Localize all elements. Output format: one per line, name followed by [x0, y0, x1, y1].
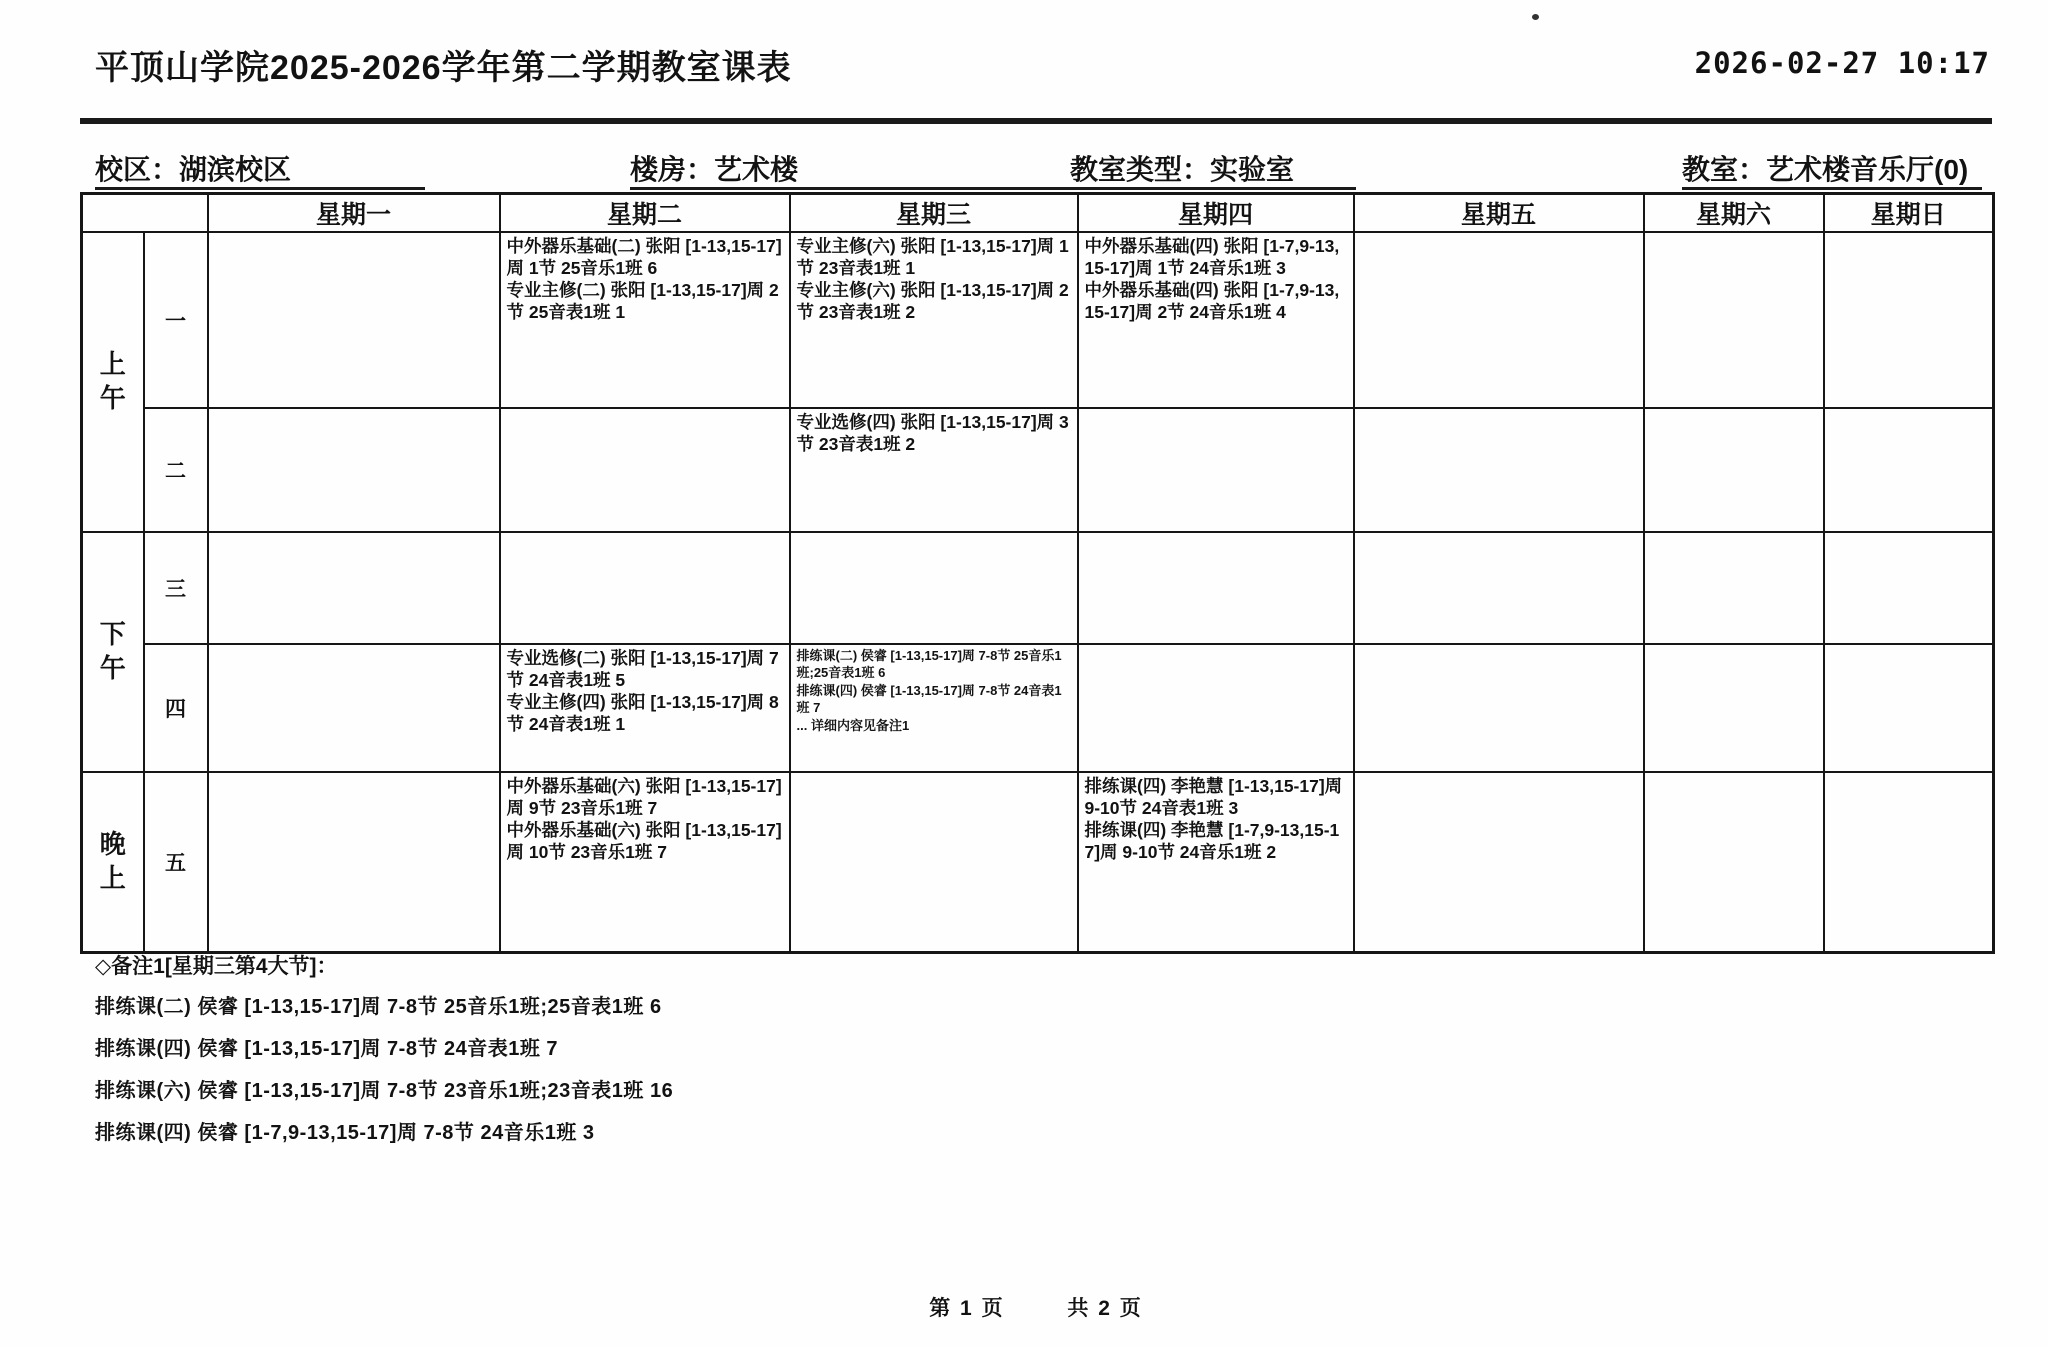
course-entry: 排练课(二) 侯睿 [1-13,15-17]周 7-8节 25音乐1班;25音表1班 6	[796, 648, 1062, 680]
cell-thu-p4	[1078, 644, 1354, 772]
cell-sun-p1	[1824, 232, 1994, 408]
day-header-mon: 星期一	[208, 194, 500, 233]
period-5-row	[82, 772, 1994, 952]
cell-tue-p3	[500, 532, 790, 644]
remarks-title: ◇备注1[星期三第4大节]：	[95, 955, 338, 978]
cell-wed-p4	[790, 644, 1078, 772]
period-4-row	[82, 644, 1994, 772]
cell-mon-p4	[208, 644, 500, 772]
day-header-row	[82, 194, 1994, 233]
day-header-tue: 星期二	[500, 194, 790, 233]
course-entry: 中外器乐基础(二) 张阳 [1-13,15-17]周 1节 25音乐1班 6	[506, 236, 782, 278]
course-entry: 排练课(四) 李艳慧 [1-7,9-13,15-17]周 9-10节 24音乐1班 2	[1084, 820, 1340, 862]
cell-sat-p3	[1644, 532, 1824, 644]
course-entry: 专业主修(二) 张阳 [1-13,15-17]周 2节 25音表1班 1	[506, 280, 779, 322]
remark-line: 排练课(二) 侯睿 [1-13,15-17]周 7-8节 25音乐1班;25音表1班 6	[95, 996, 662, 1018]
cell-mon-p2	[208, 408, 500, 532]
cell-sun-p5	[1824, 772, 1994, 952]
period-3-label: 三	[144, 532, 208, 644]
day-header-sat: 星期六	[1644, 194, 1824, 233]
period-2-row	[82, 408, 1994, 532]
cell-tue-p5	[500, 772, 790, 952]
period-4-label: 四	[144, 644, 208, 772]
day-header-sun: 星期日	[1824, 194, 1994, 233]
cell-sat-p1	[1644, 232, 1824, 408]
room-field: 教室：艺术楼音乐厅(0)	[1682, 152, 1982, 190]
page-title: 平顶山学院2025-2026学年第二学期教室课表	[95, 49, 792, 87]
corner-cell	[82, 194, 208, 233]
course-entry: 中外器乐基础(六) 张阳 [1-13,15-17]周 9节 23音乐1班 7	[506, 776, 782, 818]
period-1-row	[82, 232, 1994, 408]
total-pages-indicator: 共 2 页	[1067, 1297, 1143, 1320]
cell-sat-p2	[1644, 408, 1824, 532]
period-5-label: 五	[144, 772, 208, 952]
cell-sun-p3	[1824, 532, 1994, 644]
cell-fri-p5	[1354, 772, 1644, 952]
cell-thu-p3	[1078, 532, 1354, 644]
cell-tue-p2	[500, 408, 790, 532]
period-3-row	[82, 532, 1994, 644]
course-entry: 专业选修(四) 张阳 [1-13,15-17]周 3节 23音表1班 2	[796, 412, 1069, 454]
remark-line: 排练课(四) 侯睿 [1-13,15-17]周 7-8节 24音表1班 7	[95, 1038, 559, 1060]
remark-line: 排练课(六) 侯睿 [1-13,15-17]周 7-8节 23音乐1班;23音表1班 16	[95, 1080, 674, 1102]
cell-tue-p1	[500, 232, 790, 408]
cell-sun-p4	[1824, 644, 1994, 772]
cell-wed-p5	[790, 772, 1078, 952]
cell-fri-p2	[1354, 408, 1644, 532]
session-morning	[82, 232, 144, 532]
cell-mon-p1	[208, 232, 500, 408]
scan-speck	[1532, 14, 1539, 20]
cell-mon-p5	[208, 772, 500, 952]
day-header-thu: 星期四	[1078, 194, 1354, 233]
course-entry: 专业主修(四) 张阳 [1-13,15-17]周 8节 24音表1班 1	[506, 692, 779, 734]
cell-thu-p2	[1078, 408, 1354, 532]
session-evening	[82, 772, 144, 952]
campus-field: 校区：湖滨校区	[95, 152, 425, 190]
print-timestamp: 2026-02-27 10:17	[1694, 46, 1990, 80]
room-type-field: 教室类型：实验室	[1070, 154, 1295, 185]
course-entry: 排练课(四) 李艳慧 [1-13,15-17]周 9-10节 24音表1班 3	[1084, 776, 1343, 818]
course-entry: 专业主修(六) 张阳 [1-13,15-17]周 2节 23音表1班 2	[796, 280, 1069, 322]
cell-wed-p2	[790, 408, 1078, 532]
cell-sat-p4	[1644, 644, 1824, 772]
day-header-wed: 星期三	[790, 194, 1078, 233]
page-footer	[80, 1292, 1992, 1322]
course-entry: 中外器乐基础(四) 张阳 [1-7,9-13,15-17]周 2节 24音乐1班 4	[1084, 280, 1340, 322]
remark-line: 排练课(四) 侯睿 [1-7,9-13,15-17]周 7-8节 24音乐1班 3	[95, 1122, 595, 1144]
course-entry: 中外器乐基础(六) 张阳 [1-13,15-17]周 10节 23音乐1班 7	[506, 820, 782, 862]
cell-fri-p1	[1354, 232, 1644, 408]
cell-fri-p3	[1354, 532, 1644, 644]
cell-wed-p1	[790, 232, 1078, 408]
cell-sat-p5	[1644, 772, 1824, 952]
cell-mon-p3	[208, 532, 500, 644]
see-note-reference: ... 详细内容见备注1	[796, 717, 910, 733]
cell-fri-p4	[1354, 644, 1644, 772]
session-afternoon	[82, 532, 144, 772]
course-entry: 排练课(四) 侯睿 [1-13,15-17]周 7-8节 24音表1班 7	[796, 682, 1062, 715]
cell-wed-p3	[790, 532, 1078, 644]
current-page-indicator: 第 1 页	[929, 1297, 1005, 1320]
building-field: 楼房：艺术楼	[630, 152, 1356, 190]
course-entry: 中外器乐基础(四) 张阳 [1-7,9-13,15-17]周 1节 24音乐1班 3	[1084, 236, 1340, 278]
cell-sun-p2	[1824, 408, 1994, 532]
course-entry: 专业主修(六) 张阳 [1-13,15-17]周 1节 23音表1班 1	[796, 236, 1069, 278]
period-2-label: 二	[144, 408, 208, 532]
period-1-label: 一	[144, 232, 208, 408]
day-header-fri: 星期五	[1354, 194, 1644, 233]
cell-thu-p5	[1078, 772, 1354, 952]
title-divider-rule	[80, 118, 1992, 124]
timetable-grid	[80, 192, 1995, 954]
session-evening-label: 晚上	[99, 828, 126, 893]
cell-tue-p4	[500, 644, 790, 772]
remarks-section	[95, 950, 1195, 1158]
session-afternoon-label: 下午	[99, 619, 126, 683]
session-morning-label: 上午	[99, 349, 126, 413]
course-entry: 专业选修(二) 张阳 [1-13,15-17]周 7节 24音表1班 5	[506, 648, 779, 690]
cell-thu-p1	[1078, 232, 1354, 408]
